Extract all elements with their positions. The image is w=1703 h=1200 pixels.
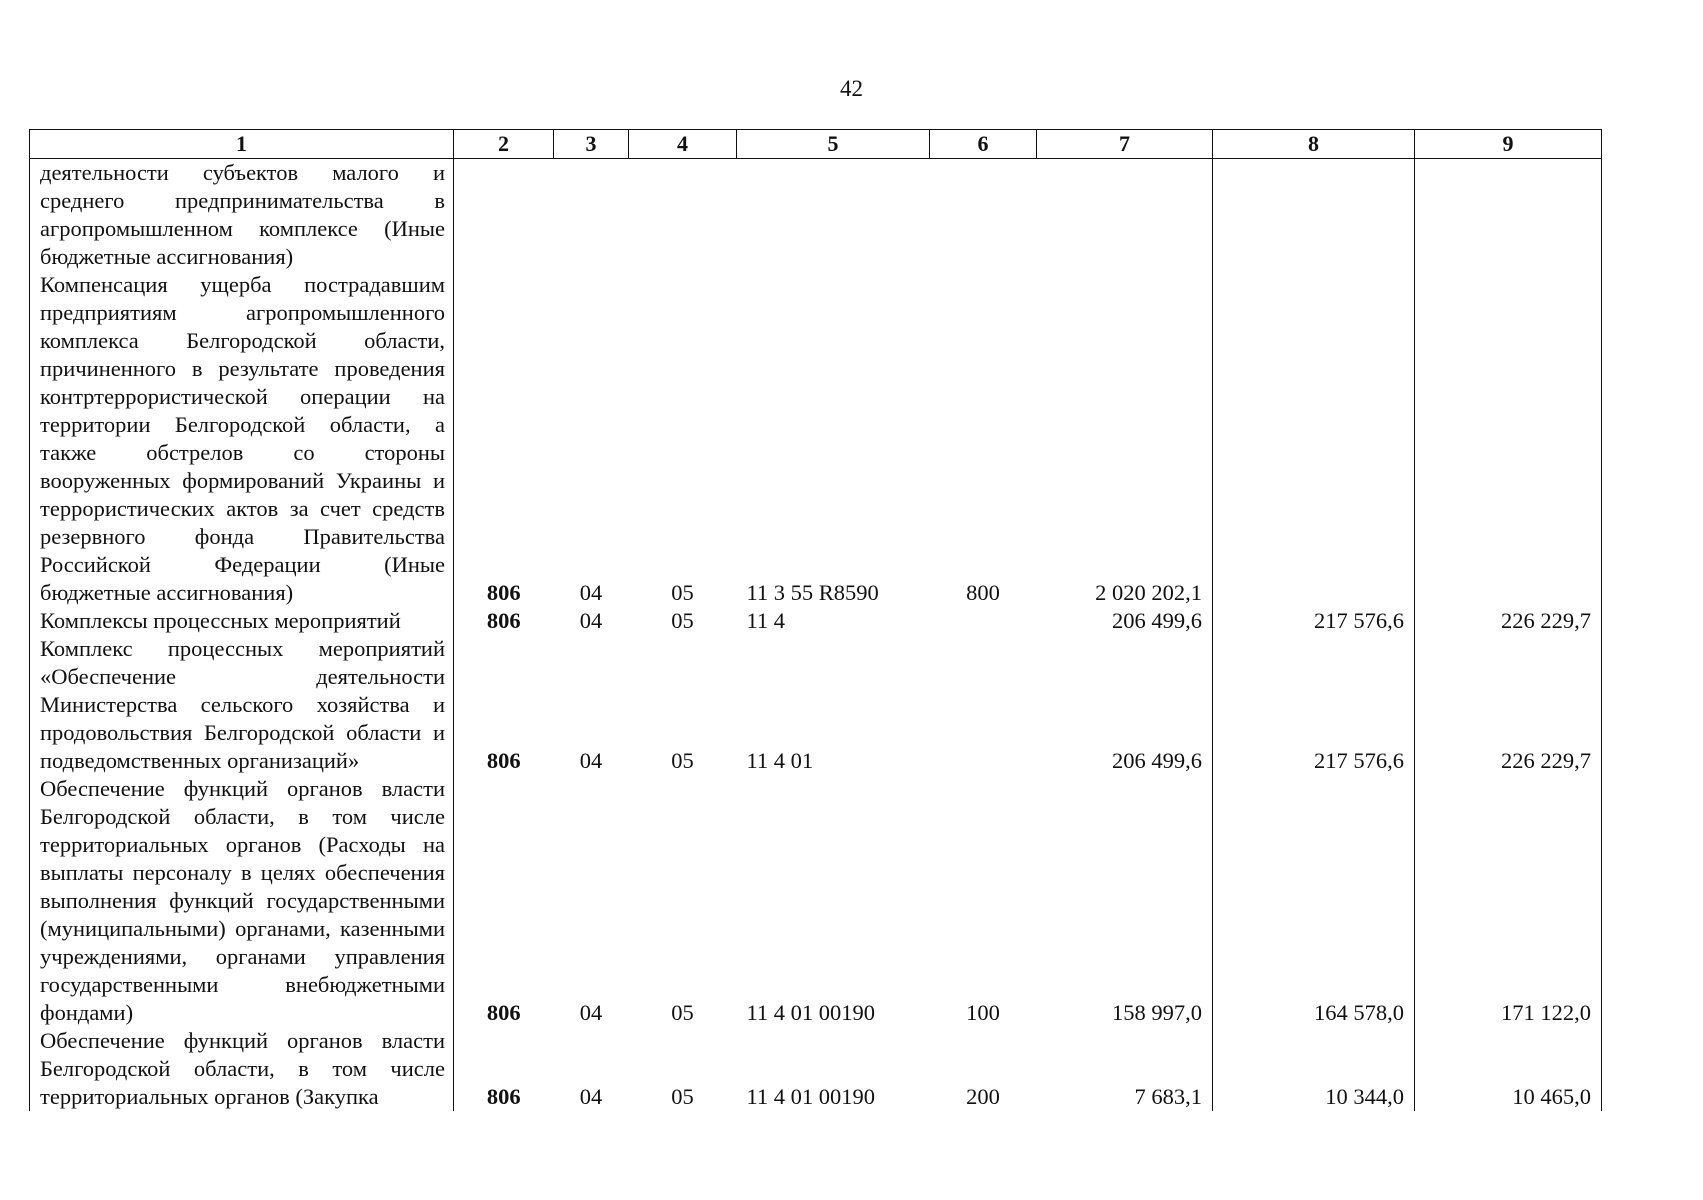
table-row	[30, 635, 1602, 775]
subsection-code: 05	[671, 608, 694, 633]
amount-col-8: 217 576,6	[1314, 608, 1404, 633]
table-row	[30, 1027, 1602, 1111]
header-col-5: 5	[737, 130, 930, 159]
page-number: 42	[840, 76, 863, 101]
amount-col-9: 171 122,0	[1501, 1000, 1591, 1025]
row-name: Обеспечение функций органов власти Белгородской области, в том числе территориальных органов (Закупка	[40, 1028, 445, 1109]
amount-col-8: 10 344,0	[1325, 1084, 1404, 1109]
table-row	[30, 775, 1602, 1027]
table-row	[30, 607, 1602, 635]
header-col-1: 1	[30, 130, 454, 159]
amount-col-9: 226 229,7	[1501, 748, 1591, 773]
budget-table	[29, 129, 1602, 1111]
header-col-7: 7	[1037, 130, 1213, 159]
ministry-code: 806	[486, 580, 521, 605]
row-name: Компенсация ущерба пострадавшим предприятиям агропромышленного комплекса Белгородской области, причиненного в результате проведения контртеррористической операции на территории Белгородской области, а также обстрелов со стороны вооруженных формирований Украины и террористических актов за счет средств резервного фонда Правительства Российской Федерации (Иные бюджетные ассигнования)	[40, 272, 445, 605]
section-code: 04	[579, 1000, 603, 1025]
section-code: 04	[579, 748, 603, 773]
target-article-code: 11 4 01	[746, 748, 814, 773]
expense-type-code: 200	[966, 1084, 1000, 1109]
header-col-2: 2	[454, 130, 554, 159]
row-name: деятельности субъектов малого и среднего предпринимательства в агропромышленном комплексе (Иные бюджетные ассигнования)	[40, 160, 445, 269]
table-row	[30, 159, 1602, 272]
amount-col-7: 7 683,1	[1134, 1084, 1202, 1109]
header-col-6: 6	[930, 130, 1037, 159]
header-col-4: 4	[629, 130, 737, 159]
subsection-code: 05	[671, 748, 694, 773]
amount-col-7: 206 499,6	[1112, 748, 1202, 773]
subsection-code: 05	[671, 580, 694, 605]
subsection-code: 05	[671, 1000, 694, 1025]
ministry-code: 806	[486, 748, 521, 773]
expense-type-code: 100	[966, 1000, 1000, 1025]
target-article-code: 11 4 01 00190	[746, 1000, 876, 1025]
amount-col-7: 206 499,6	[1112, 608, 1202, 633]
expense-type-code: 800	[966, 580, 1000, 605]
header-col-8: 8	[1213, 130, 1415, 159]
row-name: Комплекс процессных мероприятий «Обеспечение деятельности Министерства сельского хозяйства и продовольствия Белгородской области и подведомственных организаций»	[40, 636, 445, 773]
target-article-code: 11 4 01 00190	[746, 1084, 876, 1109]
target-article-code: 11 3 55 R8590	[746, 580, 879, 605]
amount-col-7: 158 997,0	[1112, 1000, 1202, 1025]
table-row	[30, 271, 1602, 607]
ministry-code: 806	[486, 608, 521, 633]
target-article-code: 11 4	[746, 608, 786, 633]
header-row	[30, 130, 1602, 159]
section-code: 04	[579, 608, 603, 633]
ministry-code: 806	[486, 1000, 521, 1025]
header-col-9: 9	[1415, 130, 1602, 159]
section-code: 04	[579, 1084, 603, 1109]
amount-col-8: 217 576,6	[1314, 748, 1404, 773]
row-name: Обеспечение функций органов власти Белгородской области, в том числе территориальных органов (Расходы на выплаты персоналу в целях обеспечения выполнения функций государственными (муниципальными) органами, казенными учреждениями, органами управления государственными внебюджетными фондами)	[40, 776, 445, 1025]
row-name: Комплексы процессных мероприятий	[40, 608, 401, 633]
header-col-3: 3	[554, 130, 629, 159]
amount-col-9: 226 229,7	[1501, 608, 1591, 633]
subsection-code: 05	[671, 1084, 694, 1109]
amount-col-9: 10 465,0	[1512, 1084, 1591, 1109]
amount-col-8: 164 578,0	[1314, 1000, 1404, 1025]
section-code: 04	[579, 580, 603, 605]
ministry-code: 806	[486, 1084, 521, 1109]
amount-col-7: 2 020 202,1	[1095, 580, 1202, 605]
